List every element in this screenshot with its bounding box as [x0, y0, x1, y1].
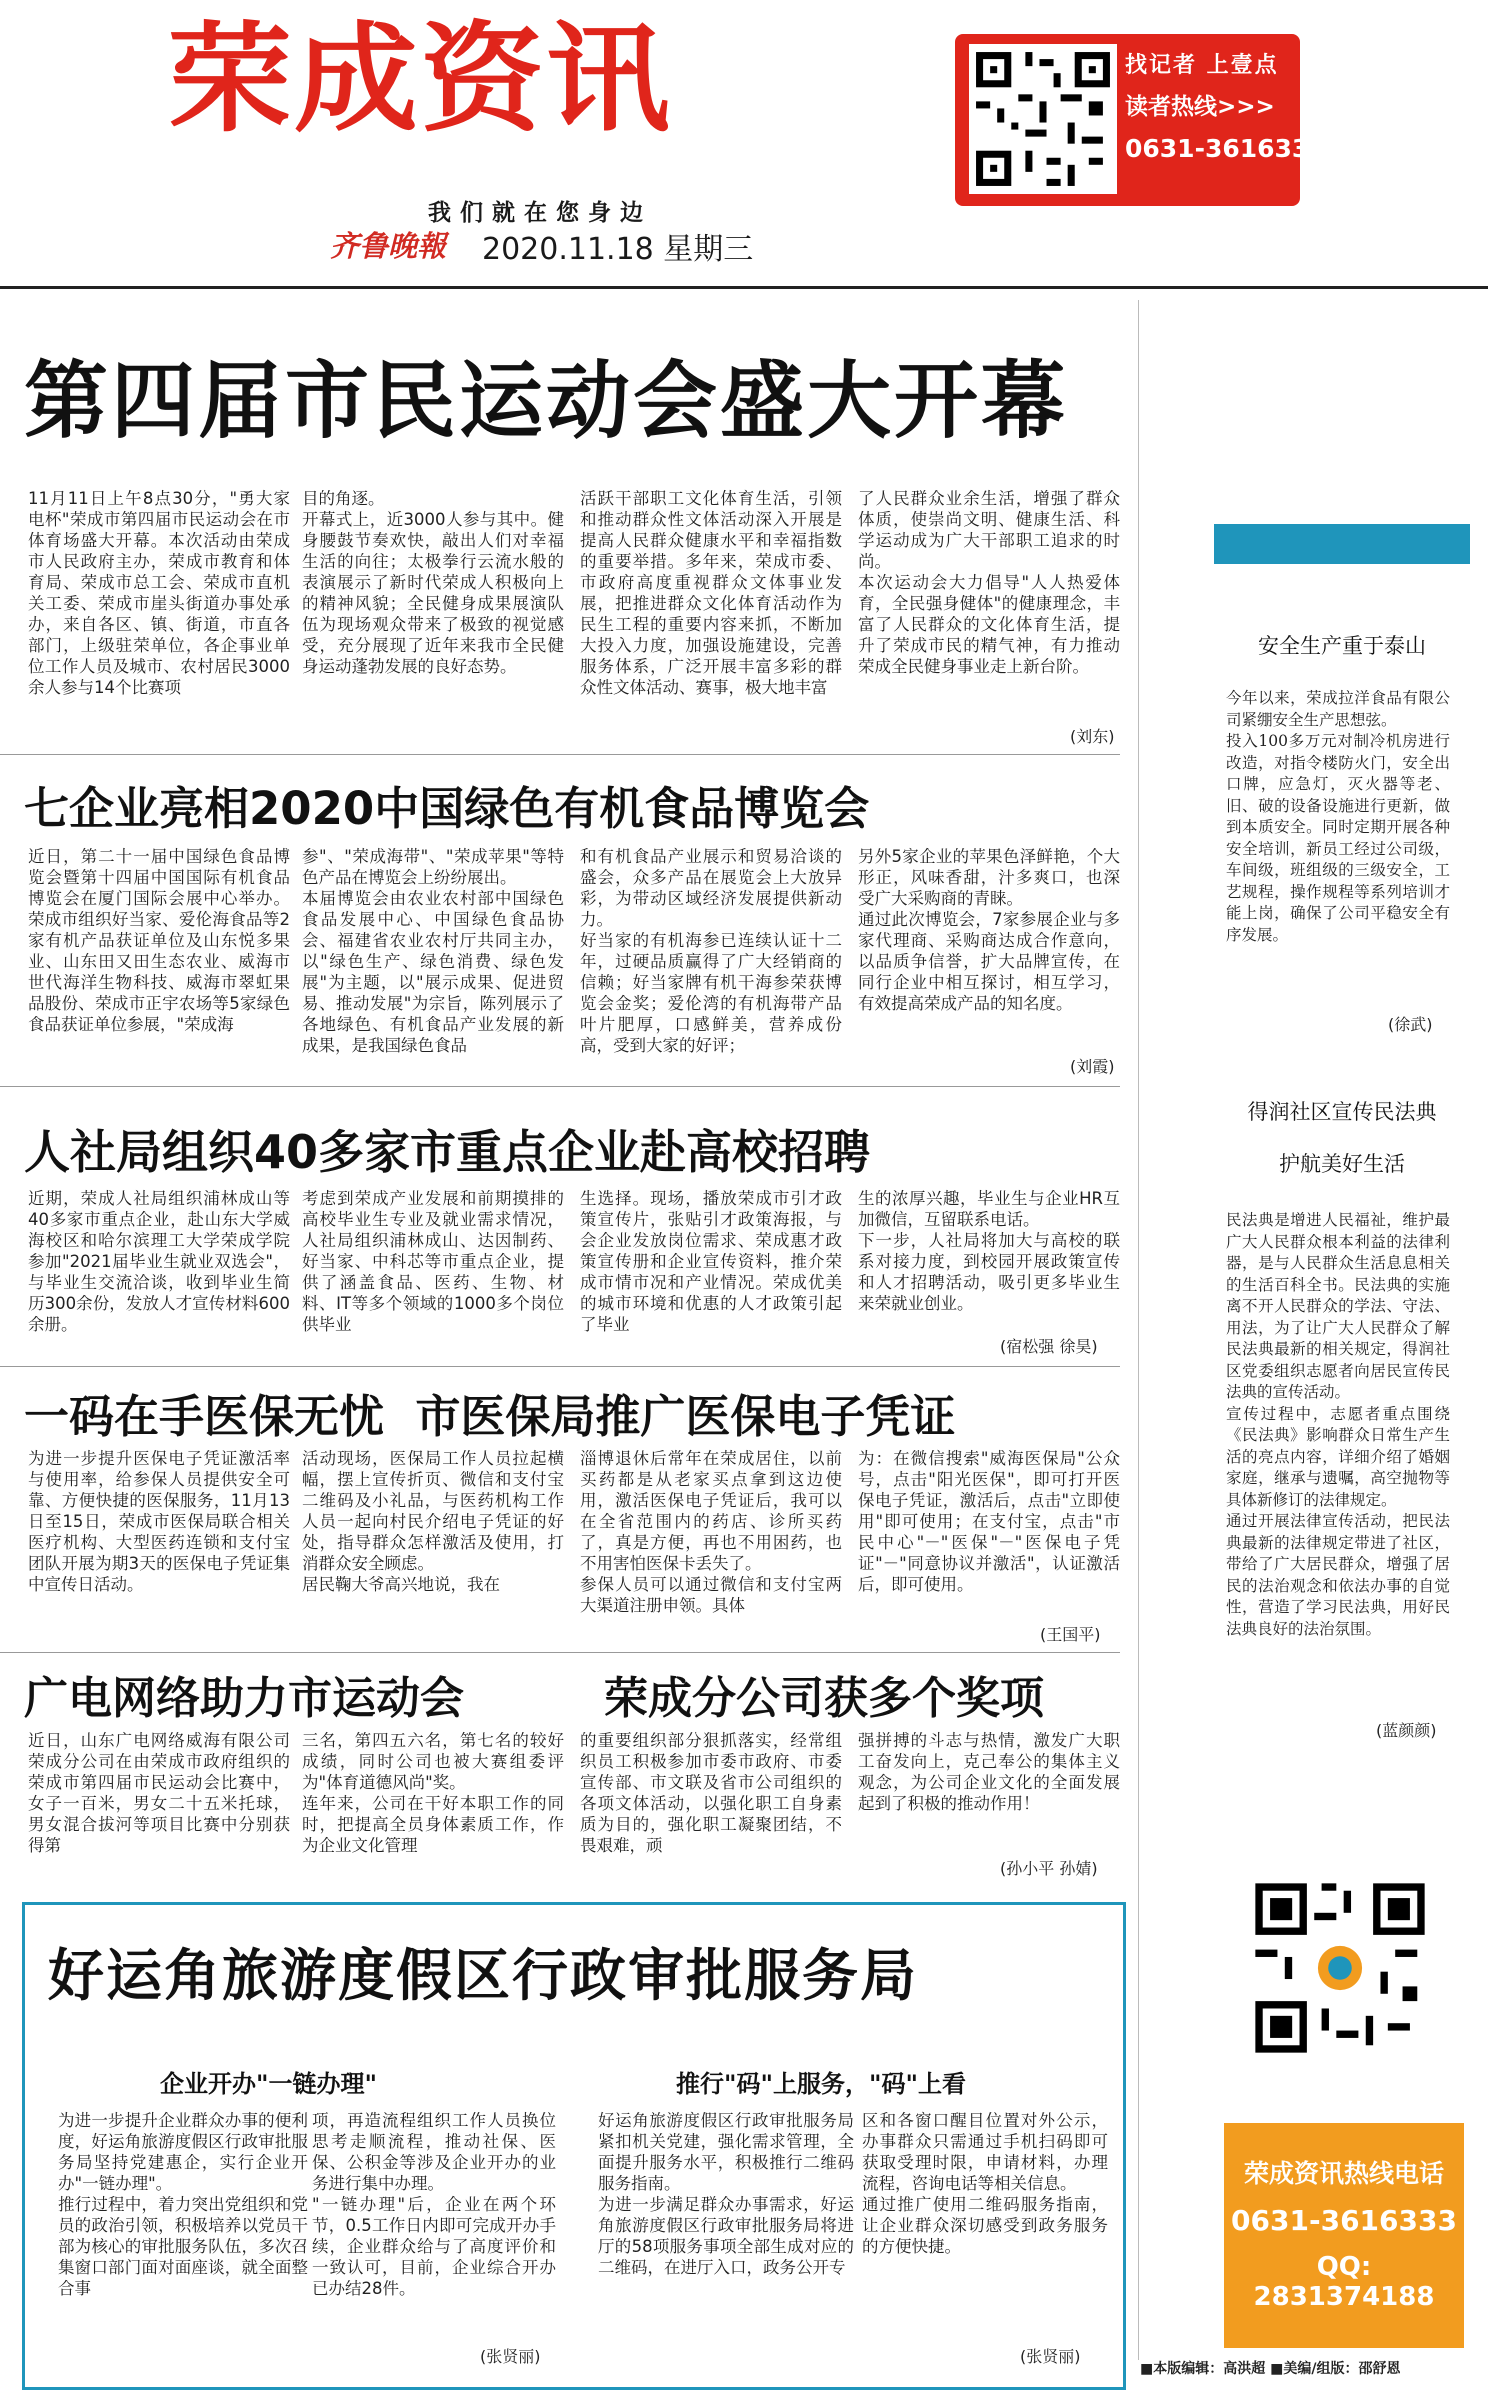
feature-right-col-1: 好运角旅游度假区行政审批服务局紧扣机关党建，强化需求管理，全面提升服务水平，积极推行二维码服务指南。 为进一步满足群众办事需求，好运角旅游度假区行政审批服务局将进厅的58项服务事项全部生成对应的二维码，在进厅入口，政务公开专 [598, 2111, 854, 2277]
article-4-byline: (王国平) [1040, 1625, 1101, 1644]
article-2-col-4: 另外5家企业的苹果色泽鲜艳，个大形正，风味香甜，汁多爽口，也深受广大采购商的青睐。 通过此次博览会，7家参展企业与多家代理商、采购商达成合作意向，以品质争信誉，扩大品牌宣传，在同行企业中相互探讨，相互学习，有效提高荣成产品的知名度。 [858, 847, 1120, 1013]
feature-right-subhead: 推行"码"上服务，"码"上看 [676, 2070, 967, 2098]
article-3-byline: (宿松强 徐昊) [1000, 1337, 1098, 1356]
article-6-byline: (孙小平 孙婧) [1000, 1859, 1098, 1878]
masthead-slogan: 我们就在您身边 [428, 200, 652, 226]
masthead-rule [0, 286, 1488, 289]
article-6-col-1: 的重要组织部分狠抓落实，经常组织员工积极参加市委市政府、市委宣传部、市文联及省市公司组织的各项文体活动，以强化职工自身素质为目的，强化职工凝聚团结，不畏艰难，顽 [580, 1731, 842, 1855]
article-2-col-2: 参"、"荣成海带"、"荣成苹果"等特色产品在博览会上纷纷展出。 本届博览会由农业农村部中国绿色食品发展中心、中国绿色食品协会、福建省农业农村厅共同主办，以"绿色生产、绿色消费、绿色发展"为主题，以"展示成果、促进贸易、推动发展"为宗旨，陈列展示了各地绿色、有机食品产业发展的新成果，是我国绿色食品 [302, 847, 564, 1055]
divider [0, 1652, 1120, 1653]
article-4-col-1: 为进一步提升医保电子凭证激活率与使用率，给参保人员提供安全可靠、方便快捷的医保服务，11月13日至15日，荣成市医保局联合相关医疗机构、大型医药连锁和支付宝团队开展为期3天的医保电子凭证集中宣传日活动。 [28, 1449, 290, 1594]
hotline-slogan: 找记者 上壹点 [1125, 53, 1279, 78]
article-5-col-1: 近日，山东广电网络威海有限公司荣成分公司在由荣成市政府组织的荣成市第四届市民运动会比赛中，女子一百米，男女二十五米托球，男女混合拔河等项目比赛中分别获得第 [28, 1731, 290, 1855]
feature-right-col-2: 区和各窗口醒目位置对外公示，办事群众只需通过手机扫码即可获取受理时限，申请材料，办理流程，咨询电话等相关信息。 通过推广使用二维码服务指南，让企业群众深切感受到政务服务的方便快捷。 [862, 2111, 1108, 2256]
divider [0, 754, 1120, 755]
sidebar-story-1-body: 今年以来，荣成拉洋食品有限公司紧绷安全生产思想弦。 投入100多万元对制冷机房进行改造，对指令楼防火门，安全出口牌，应急灯，灭火器等老、旧、破的设备设施进行更新，做到本质安全。同时定期开展各种安全培训，新员工经过公司级，车间级，班组级的三级安全，工艺规程，操作规程等系列培训才能上岗，确保了公司平稳安全有序发展。 [1226, 689, 1450, 944]
article-3-col-4: 生的浓厚兴趣，毕业生与企业HR互加微信，互留联系电话。 下一步，人社局将加大与高校的联系对接力度，到校园开展政策宣传和人才招聘活动，吸引更多毕业生来荣就业创业。 [858, 1189, 1120, 1313]
divider [0, 1086, 1120, 1087]
divider [0, 1366, 1120, 1367]
article-5-col-2: 三名，第四五六名，第七名的较好成绩，同时公司也被大赛组委评为"体育道德风尚"奖。 连年来，公司在干好本职工作的同时，把提高全员身体素质工作，作为企业文化管理 [302, 1731, 564, 1855]
article-2-byline: (刘霞) [1070, 1057, 1115, 1076]
hotline-label: 读者热线>>> [1125, 94, 1275, 120]
sidebar-qr-code-icon[interactable] [1248, 1876, 1432, 2060]
article-2-col-1: 近日，第二十一届中国绿色食品博览会暨第十四届中国国际有机食品博览会在厦门国际会展中心举办。荣成市组织好当家、爱伦海食品等2家有机产品获证单位及山东悦多果业、山东田又田生态农业、威海市世代海洋生物科技、威海市翠虹果品股份、荣成市正宇农场等5家绿色食品获证单位参展，"荣成海 [28, 847, 290, 1034]
article-1-col-2: 目的角逐。 开幕式上，近3000人参与其中。健身腰鼓节奏欢快，敲出人们对幸福生活的向往；太极拳行云流水般的表演展示了新时代荣成人积极向上的精神风貌；全民健身成果展演队伍为现场观众带来了极致的视觉感受，充分展现了近年来我市全民健身运动蓬勃发展的良好态势。 [302, 489, 564, 676]
article-2-headline: 七企业亮相2020中国绿色有机食品博览会 [24, 782, 870, 835]
sidebar-story-1-title: 安全生产重于泰山 [1258, 634, 1426, 658]
masthead-title: 荣成资讯 [168, 10, 673, 148]
promo-phone[interactable]: 0631-3616333 [1231, 2204, 1457, 2237]
article-3-headline: 人社局组织40多家市重点企业赴高校招聘 [24, 1125, 871, 1179]
feature-right-byline: (张贤丽) [1020, 2347, 1081, 2366]
issue-date: 2020.11.18 星期三 [482, 232, 754, 267]
article-2-col-3: 和有机食品产业展示和贸易洽谈的盛会，众多产品在展览会上大放异彩，为带动区域经济发展提供新动力。 好当家的有机海参已连续认证十二年，过硬品质赢得了广大经销商的信赖；好当家牌有机干海参荣获博览会金奖；爱伦湾的有机海带产品叶片肥厚，口感鲜美，营养成份高，受到大家的好评； [580, 847, 842, 1055]
article-3-col-2: 考虑到荣成产业发展和前期摸排的高校毕业生专业及就业需求情况，人社局组织浦林成山、达因制药、好当家、中科芯等市重点企业，提供了涵盖食品、医药、生物、材料、IT等多个领域的1000多个岗位供毕业 [302, 1189, 564, 1334]
article-6-col-2: 强拼搏的斗志与热情，激发广大职工奋发向上，克己奉公的集体主义观念，为公司企业文化的全面发展起到了积极的推动作用！ [858, 1731, 1120, 1813]
article-4-headline: 一码在手医保无忧 市医保局推广医保电子凭证 [24, 1390, 956, 1443]
feature-headline: 好运角旅游度假区行政审批服务局 [48, 1944, 918, 2009]
article-1-col-1: 11月11日上午8点30分，"勇大家电杯"荣成市第四届市民运动会在市体育场盛大开幕。本次活动由荣成市人民政府主办，荣成市教育和体育局、荣成市总工会、荣成市直机关工委、荣成市崖头街道办事处承办，来自各区、镇、街道，市直各部门，上级驻荣单位，各企事业单位工作人员及城市、农村居民3000余人参与14个比赛项 [28, 489, 290, 697]
article-3-col-3: 生选择。现场，播放荣成市引才政策宣传片，张贴引才政策海报，与会企业发放岗位需求、荣成惠才政策宣传册和企业宣传资料，推介荣成市情市况和产业情况。荣成优美的城市环境和优惠的人才政策引起了毕业 [580, 1189, 842, 1334]
article-1-headline: 第四届市民运动会盛大开幕 [24, 352, 1069, 450]
article-6-headline: 荣成分公司获多个奖项 [604, 1673, 1044, 1724]
feature-left-col-1: 为进一步提升企业群众办事的便利度，好运角旅游度假区行政审批服务局坚持党建惠企，实行企业开办"一链办理"。 推行过程中，着力突出党组织和党员的政治引领，积极培养以党员干部为核心的审批服务队伍，多次召集窗口部门面对面座谈，就全面整合事 [58, 2111, 308, 2298]
footer-credits: ■本版编辑：高洪超 ■美编/组版：邵舒恩 [1140, 2361, 1401, 2377]
sidebar-story-2-title-line2: 护航美好生活 [1279, 1152, 1405, 1176]
sidebar-story-2-body: 民法典是增进人民福祉，维护最广大人民群众根本利益的法律利器，是与人民群众生活息息相关的生活百科全书。民法典的实施离不开人民群众的学法、守法、用法，为了让广大人民群众了解民法典最新的相关规定，得润社区党委组织志愿者向居民宣传民法典的宣传活动。 宣传过程中，志愿者重点围绕《民法典》影响群众日常生产生活的亮点内容，详细介绍了婚姻家庭，继承与遗嘱，高空抛物等具体新修订的法律规定。 通过开展法律宣传活动，把民法典最新的法律规定带进了社区，带给了广大居民群众，增强了居民的法治观念和依法办事的自觉性，营造了学习民法典，用好民法典良好的法治氛围。 [1226, 1211, 1450, 1638]
feature-left-byline: (张贤丽) [480, 2347, 541, 2366]
promo-qq[interactable]: QQ: 2831374188 [1253, 2252, 1435, 2312]
sidebar-story-1-byline: (徐武) [1388, 1015, 1433, 1034]
promo-title: 荣成资讯热线电话 [1243, 2159, 1444, 2188]
article-4-col-4: 为：在微信搜索"威海医保局"公众号，点击"阳光医保"，即可打开医保电子凭证，激活后，点击"立即使用"即可使用；在支付宝，点击"市民中心"－"医保"－"医保电子凭证"－"同意协议并激活"，认证激活后，即可使用。 [858, 1449, 1120, 1594]
qr-code-icon[interactable] [969, 44, 1117, 194]
sidebar-accent-bar [1214, 524, 1470, 564]
feature-left-col-2: 项，再造流程组织工作人员换位思考走顺流程，推动社保、医保、公积金等涉及企业开办的业务进行集中办理。 "一链办理"后，企业在两个环节，0.5工作日内即可完成开办手续，企业群众给与了高度评价和一致认可，目前，企业综合开办已办结28件。 [312, 2111, 556, 2298]
feature-left-subhead: 企业开办"一链办理" [160, 2070, 378, 2098]
article-1-byline: (刘东) [1070, 727, 1115, 746]
sidebar-story-2-title-line1: 得润社区宣传民法典 [1247, 1100, 1437, 1124]
article-1-col-3: 活跃干部职工文化体育生活，引领和推动群众性文体活动深入开展是提高人民群众健康水平和幸福指数的重要举措。多年来，荣成市委、市政府高度重视群众文体事业发展，把推进群众文化体育活动作为民生工程的重要内容来抓，不断加大投入力度，加强设施建设，完善服务体系，广泛开展丰富多彩的群众性文体活动、赛事，极大地丰富 [580, 489, 842, 697]
column-divider [1138, 300, 1139, 2360]
article-3-col-1: 近期，荣成人社局组织浦林成山等40多家市重点企业，赴山东大学威海校区和哈尔滨理工大学荣成学院参加"2021届毕业生就业双选会"，与毕业生交流洽谈，收到毕业生简历300余份，发放人才宣传材料600余册。 [28, 1189, 290, 1334]
sidebar-story-2-byline: (蓝颜颜) [1376, 1721, 1437, 1740]
article-5-headline: 广电网络助力市运动会 [24, 1673, 464, 1724]
article-4-col-3: 淄博退休后常年在荣成居住，以前买药都是从老家买点拿到这边使用，激活医保电子凭证后，我可以在全省范围内的药店、诊所买药了，真是方便，再也不用困药，也不用害怕医保卡丢失了。 参保人员可以通过微信和支付宝两大渠道注册申领。具体 [580, 1449, 842, 1615]
article-4-col-2: 活动现场，医保局工作人员拉起横幅，摆上宣传折页、微信和支付宝二维码及小礼品，与医药机构工作人员一起向村民介绍电子凭证的好处，指导群众怎样激活及使用，打消群众安全顾虑。 居民鞠大爷高兴地说，我在 [302, 1449, 564, 1594]
paper-name: 齐鲁晚報 [330, 229, 447, 263]
hotline-phone[interactable]: 0631-3616333 [1125, 134, 1327, 163]
article-1-col-4: 了人民群众业余生活，增强了群众体质，使崇尚文明、健康生活、科学运动成为广大干部职工追求的时尚。 本次运动会大力倡导"人人热爱体育，全民强身健体"的健康理念，丰富了人民群众的文化体育生活，提升了荣成市民的精气神，有力推动荣成全民健身事业走上新台阶。 [858, 489, 1120, 676]
